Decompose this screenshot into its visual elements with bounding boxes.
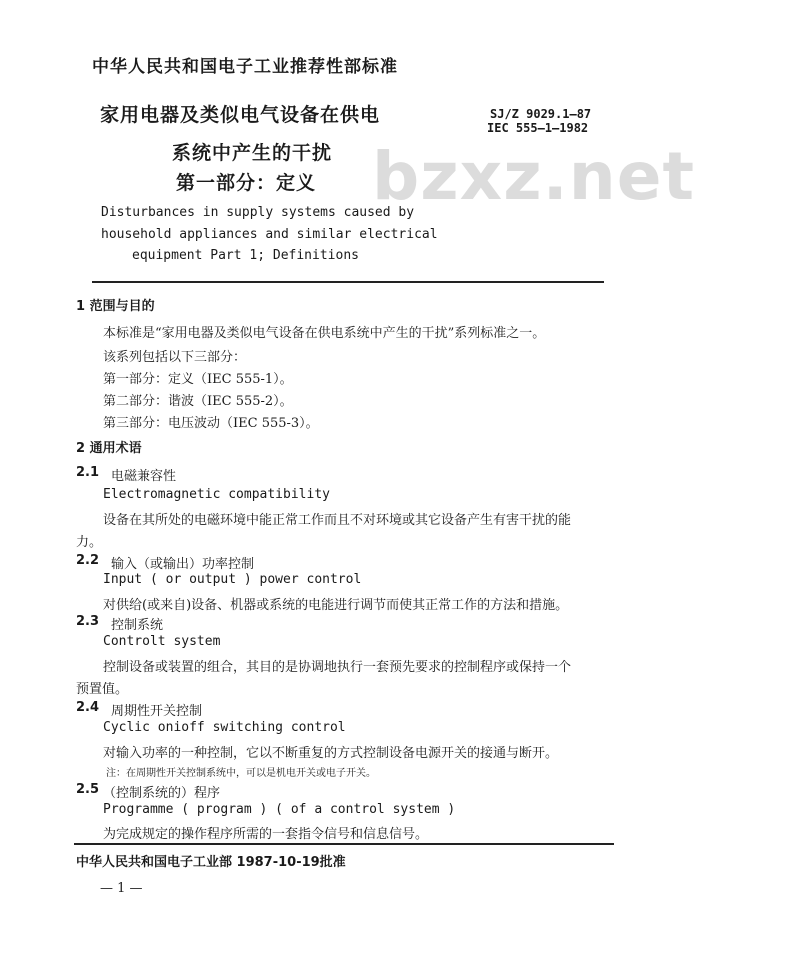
term-2-3-definition-a: 控制设备或装置的组合，其目的是协调地执行一套预先要求的控制程序或保持一个: [103, 660, 572, 675]
term-2-4-english: Cyclic onioff switching control: [103, 720, 346, 735]
section-1-heading: 1 范围与目的: [76, 299, 155, 314]
term-2-2-definition: 对供给(或来自)设备、机器或系统的电能进行调节而使其正常工作的方法和措施。: [103, 598, 569, 613]
term-2-1-number: 2.1: [76, 465, 100, 480]
page-number: — 1 —: [100, 881, 143, 896]
term-2-3-english: Controlt system: [103, 634, 221, 649]
term-2-1-definition-b: 力。: [76, 535, 103, 550]
term-2-3-title: 控制系统: [111, 618, 164, 633]
section-1-paragraph-1: 本标准是“家用电器及类似电气设备在供电系统中产生的干扰”系列标准之一。: [103, 326, 546, 341]
term-2-5-title: （控制系统的）程序: [103, 786, 221, 801]
footer-divider: [74, 843, 614, 845]
term-2-2-english: Input ( or output ) power control: [103, 572, 362, 587]
watermark: bzxz.net: [372, 138, 696, 215]
term-2-5-english: Programme ( program ) ( of a control system ): [103, 802, 456, 817]
english-title-line-2: household appliances and similar electrical: [101, 227, 438, 242]
term-2-1-english: Electromagnetic compatibility: [103, 487, 330, 502]
standard-body-title: 中华人民共和国电子工业推荐性部标准: [92, 57, 398, 77]
document-title-line-3: 第一部分：定义: [176, 172, 317, 194]
standard-code-sj: SJ/Z 9029.1—87: [490, 107, 592, 121]
document-title-line-2: 系统中产生的干扰: [172, 142, 333, 164]
section-1-part-1: 第一部分：定义（IEC 555-1）。: [103, 372, 293, 387]
term-2-4-number: 2.4: [76, 700, 100, 715]
section-2-heading: 2 通用术语: [76, 441, 142, 456]
term-2-4-note: 注：在周期性开关控制系统中，可以是机电开关或电子开关。: [106, 768, 376, 779]
term-2-5-number: 2.5: [76, 782, 100, 797]
english-title-line-3: equipment Part 1; Definitions: [132, 248, 359, 263]
term-2-3-number: 2.3: [76, 614, 100, 629]
english-title-line-1: Disturbances in supply systems caused by: [101, 205, 415, 220]
term-2-3-definition-b: 预置值。: [76, 682, 129, 697]
standard-code-iec: IEC 555—1—1982: [487, 121, 589, 135]
term-2-4-definition: 对输入功率的一种控制，它以不断重复的方式控制设备电源开关的接通与断开。: [103, 746, 559, 761]
term-2-1-title: 电磁兼容性: [111, 469, 177, 484]
section-1-part-2: 第二部分：谐波（IEC 555-2）。: [103, 394, 293, 409]
header-divider: [92, 281, 604, 283]
term-2-4-title: 周期性开关控制: [111, 704, 203, 719]
term-2-5-definition: 为完成规定的操作程序所需的一套指令信号和信息信号。: [103, 827, 429, 842]
term-2-2-title: 输入（或输出）功率控制: [111, 557, 255, 572]
section-1-part-3: 第三部分：电压波动（IEC 555-3）。: [103, 416, 319, 431]
term-2-2-number: 2.2: [76, 553, 100, 568]
section-1-paragraph-2: 该系列包括以下三部分：: [103, 350, 247, 365]
document-title-line-1: 家用电器及类似电气设备在供电: [100, 104, 381, 126]
approval-line: 中华人民共和国电子工业部 1987-10-19批准: [76, 855, 346, 870]
term-2-1-definition-a: 设备在其所处的电磁环境中能正常工作而且不对环境或其它设备产生有害干扰的能: [103, 513, 572, 528]
